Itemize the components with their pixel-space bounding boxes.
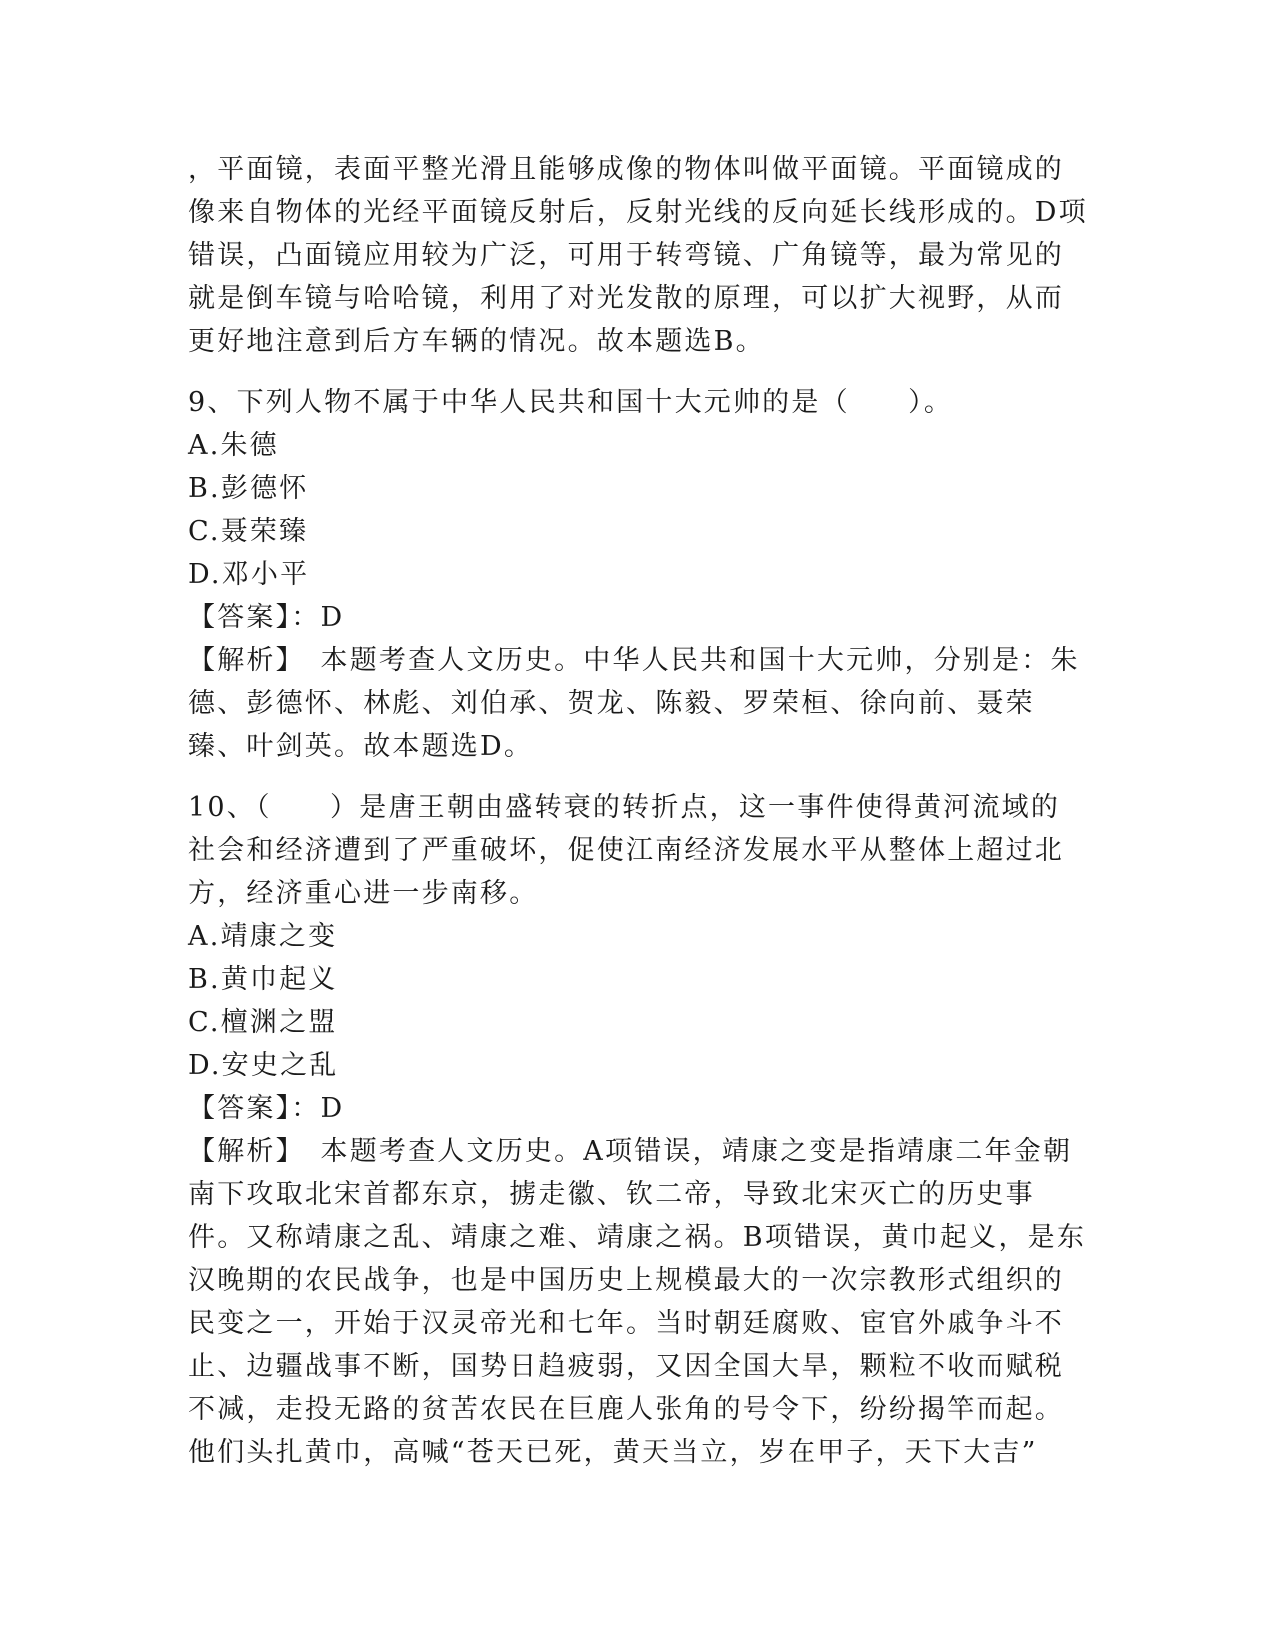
q9-analysis: 【解析】 本题考查人文历史。中华人民共和国十大元帅，分别是：朱德、彭德怀、林彪、刘伯承、贺龙、陈毅、罗荣桓、徐向前、聂荣臻、叶剑英。故本题选D。 (188, 645, 1080, 762)
q9-question: 9、下列人物不属于中华人民共和国十大元帅的是（ ）。 (188, 387, 954, 418)
q9-option-b: B.彭德怀 (188, 473, 309, 504)
document-page (188, 148, 1088, 1474)
q10-option-c: C.檀渊之盟 (188, 1007, 338, 1038)
q9-option-c: C.聂荣臻 (188, 516, 309, 547)
q8-analysis-continued: ，平面镜，表面平整光滑且能够成像的物体叫做平面镜。平面镜成的像来自物体的光经平面镜反射后，反射光线的反向延长线形成的。D项错误，凸面镜应用较为广泛，可用于转弯镜、广角镜等，最为常见的就是倒车镜与哈哈镜，利用了对光发散的原理，可以扩大视野，从而更好地注意到后方车辆的情况。故本题选B。 (188, 154, 1088, 357)
q10-option-a: A.靖康之变 (188, 921, 338, 952)
q9-answer: 【答案】：D (188, 602, 345, 633)
q10-answer: 【答案】：D (188, 1093, 345, 1124)
q10-question: 10、（ ）是唐王朝由盛转衰的转折点，这一事件使得黄河流域的社会和经济遭到了严重破坏，促使江南经济发展水平从整体上超过北方，经济重心进一步南移。 (188, 792, 1064, 909)
spacer (188, 363, 1088, 381)
q9-option-d: D.邓小平 (188, 559, 310, 590)
question-10 (188, 786, 1088, 1474)
q10-analysis: 【解析】 本题考查人文历史。A项错误，靖康之变是指靖康二年金朝南下攻取北宋首都东京，掳走徽、钦二帝，导致北宋灭亡的历史事件。又称靖康之乱、靖康之难、靖康之祸。B项错误，黄巾起义，是东汉晚期的农民战争，也是中国历史上规模最大的一次宗教形式组织的民变之一，开始于汉灵帝光和七年。当时朝廷腐败、宦官外戚争斗不止、边疆战事不断，国势日趋疲弱，又因全国大旱，颗粒不收而赋税不减，走投无路的贫苦农民在巨鹿人张角的号令下，纷纷揭竿而起。他们头扎黄巾，高喊“苍天已死，黄天当立，岁在甲子，天下大吉” (188, 1136, 1087, 1468)
q10-option-d: D.安史之乱 (188, 1050, 339, 1081)
question-9 (188, 381, 1088, 768)
q10-option-b: B.黄巾起义 (188, 964, 338, 995)
q9-option-a: A.朱德 (188, 430, 279, 461)
spacer (188, 768, 1088, 786)
